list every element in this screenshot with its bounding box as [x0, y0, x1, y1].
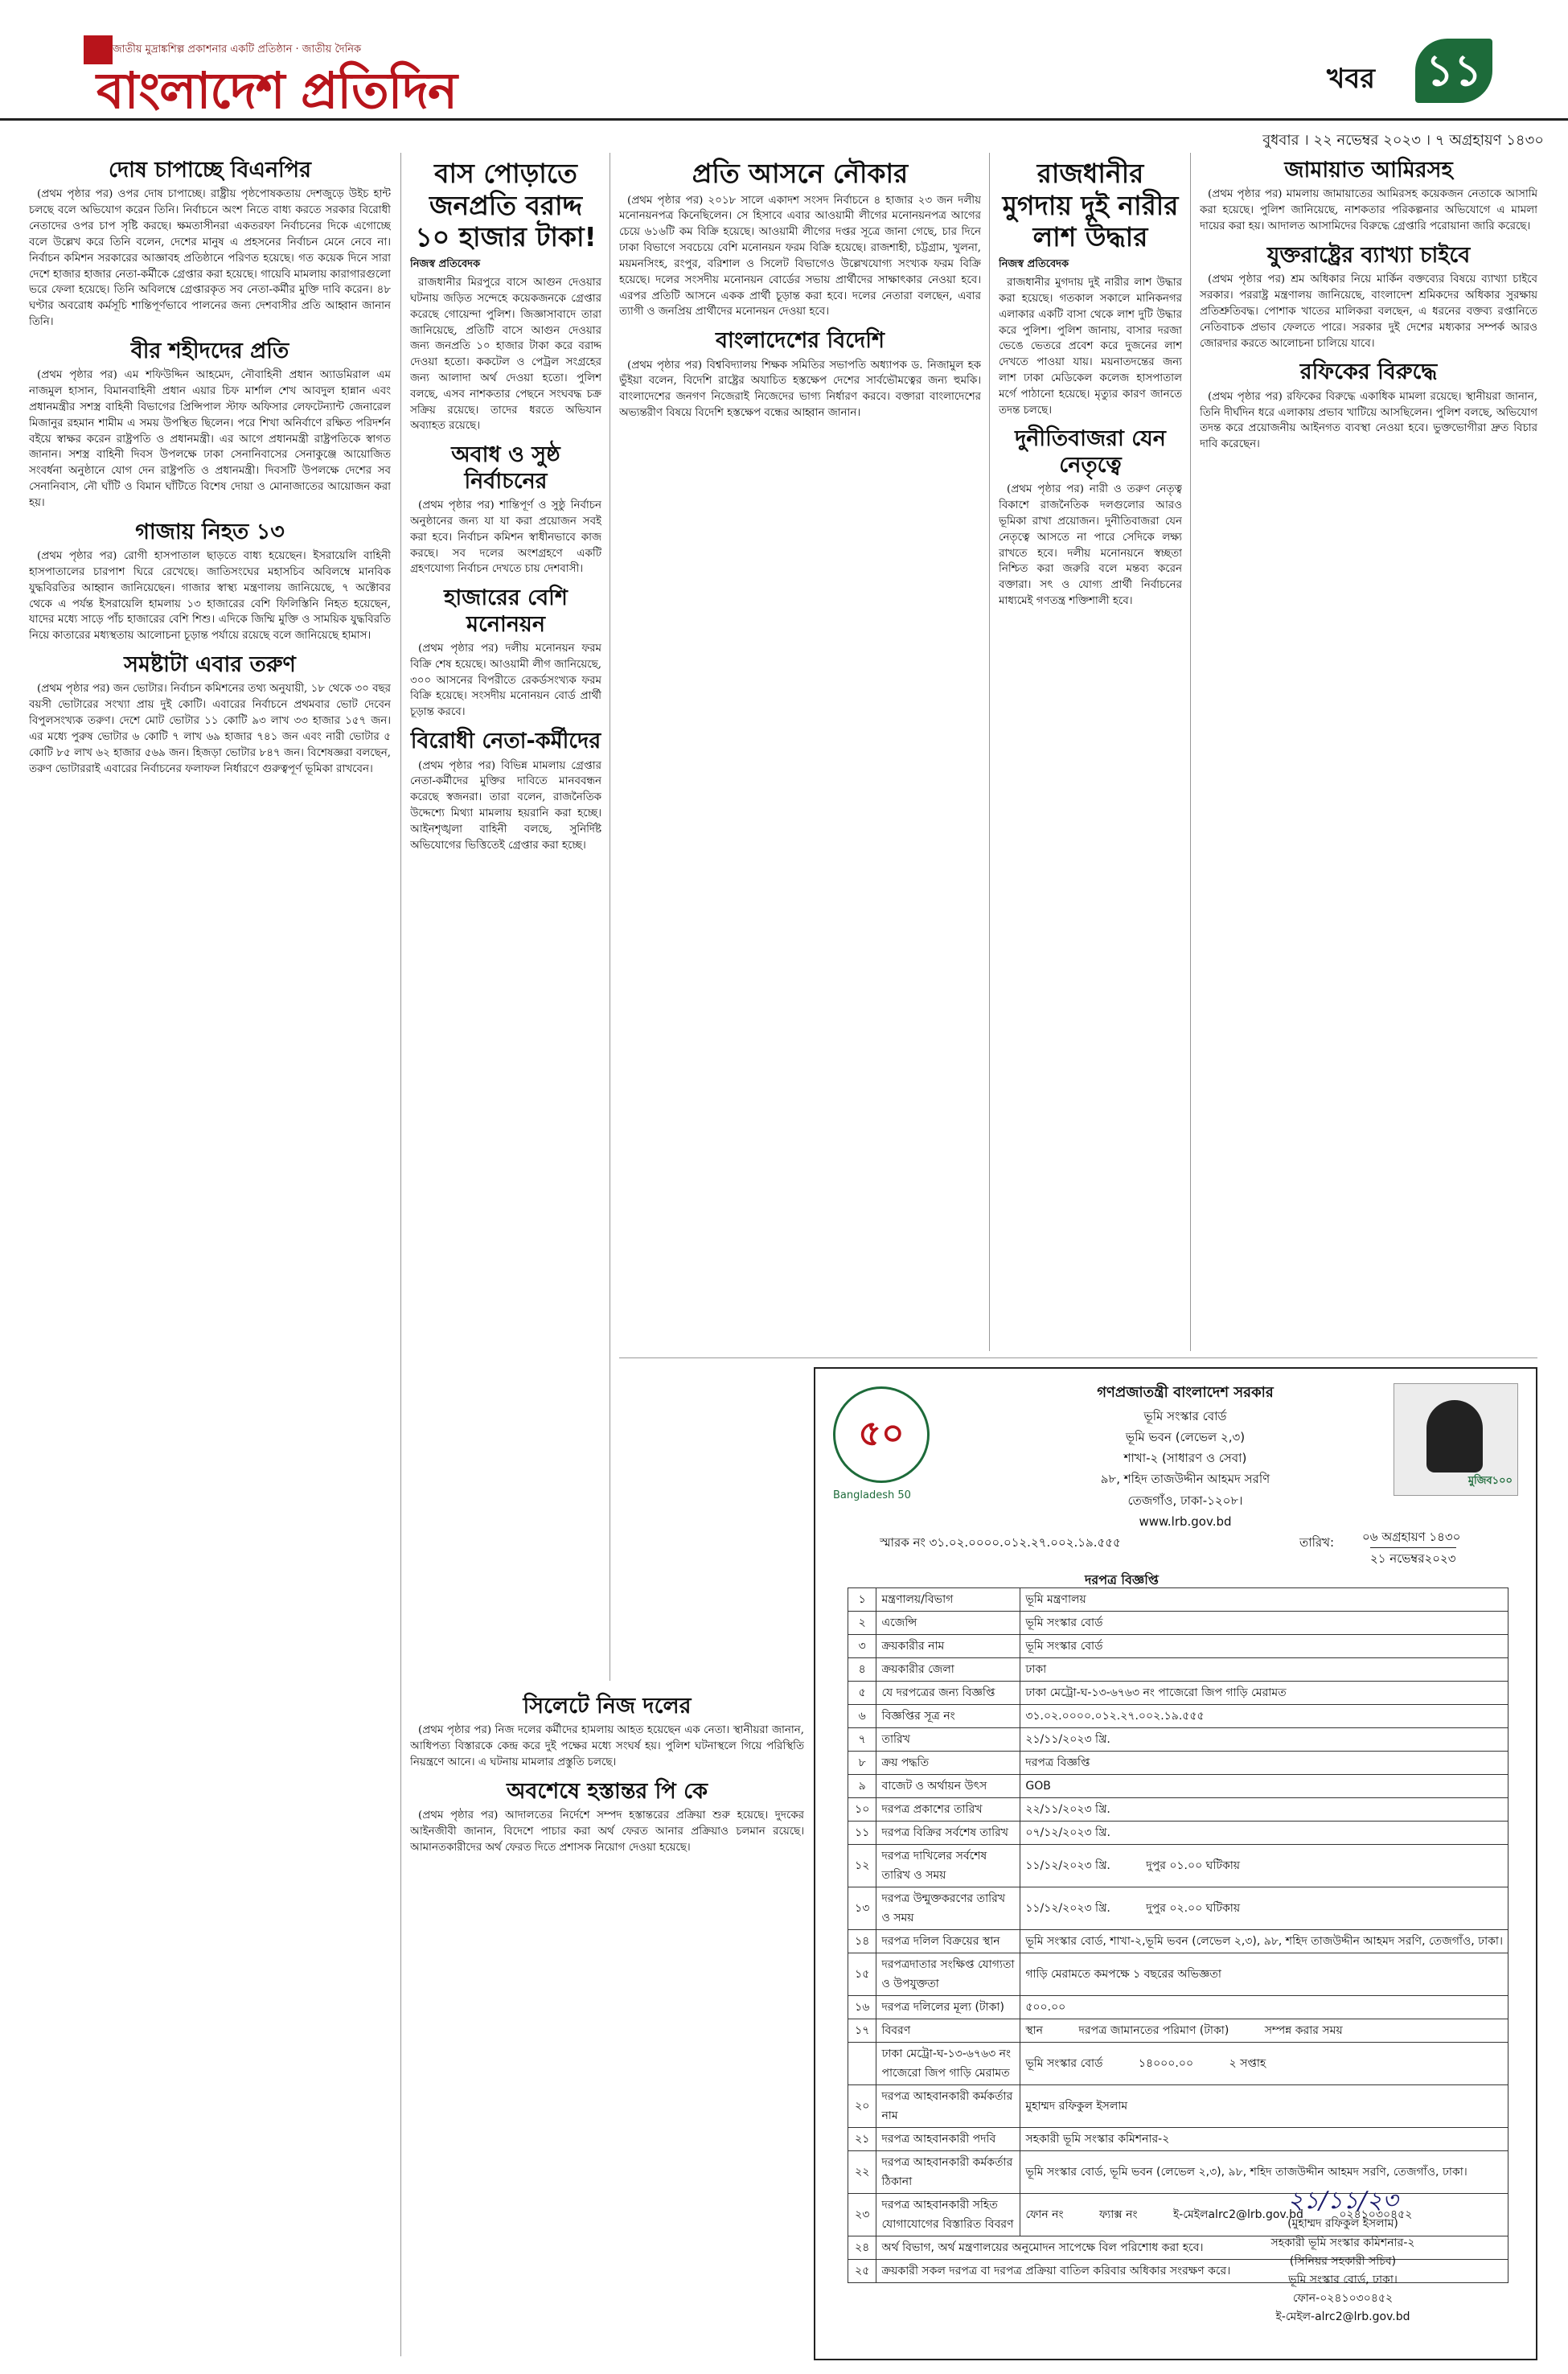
row-value: ৩১.০২.০০০০.০১২.২৭.০০২.১৯.৫৫৫	[1020, 1705, 1508, 1728]
row-value: ফোন নং ফ্যাক্স নং ই-মেইলalrc2@lrb.gov.bd ০২৪১০৩০৪৫২	[1020, 2194, 1508, 2236]
column-divider	[1190, 153, 1191, 1351]
table-row	[848, 2019, 1508, 2043]
row-label: দরপত্রদাতার সংক্ষিপ্ত যোগ্যতা ও উপযুক্ততা	[876, 1953, 1020, 1996]
row-number: ২২	[848, 2151, 876, 2194]
row-label: দরপত্র দলিল বিক্রয়ের স্থান	[876, 1930, 1020, 1953]
signer-email: ই-মেইল-alrc2@lrb.gov.bd	[1275, 2310, 1410, 2323]
row-number: ৮	[848, 1752, 876, 1775]
column-1	[29, 153, 391, 2356]
row-label: ঢাকা মেট্রো-ঘ-১৩-৬৭৬৩ নং পাজেরো জিপ গাড়ি মেরামত	[876, 2043, 1020, 2085]
article-headline: গাজায় নিহত ১৩	[135, 519, 285, 544]
row-number: ৩	[848, 1635, 876, 1658]
row-label: বাজেট ও অর্থায়ন উৎস	[876, 1775, 1020, 1798]
row-value: ভূমি সংস্কার বোর্ড, শাখা-২,ভূমি ভবন (লেভেল ২,৩), ৯৮, শহিদ তাজউদ্দীন আহমদ সরণি, তেজগাঁও, ঢাকা।	[1020, 1930, 1508, 1953]
portrait-tag: মুজিব১০০	[1467, 1475, 1513, 1487]
date-bangla: ০৬ অগ্রহায়ণ ১৪৩০	[1362, 1530, 1461, 1544]
org-name: ভূমি সংস্কার বোর্ড	[1143, 1408, 1227, 1423]
article-body: (প্রথম পৃষ্ঠার পর) এম শফিউদ্দিন আহমেদ, নৌবাহিনী প্রধান অ্যাডমিরাল এম নাজমুল হাসান, বিমানবাহিনী প্রধান এয়ার চিফ মার্শাল শেখ আবদুল হান্নান এবং প্রধানমন্ত্রীর সশস্ত্র বাহিনী বিভাগের প্রিন্সিপাল স্টাফ অফিসার লেফটেন্যান্ট জেনারেল মিজানুর রহমান শামীম এ সময় উপস্থিত ছিলেন। পরে শিখা অনির্বাণে রক্ষিত পরিদর্শন বইয়ে স্বাক্ষর করেন রাষ্ট্রপতি ও প্রধানমন্ত্রী। এর আগে প্রধানমন্ত্রী রাষ্ট্রপতিকে স্বাগত জানান। সশস্ত্র বাহিনী দিবস উপলক্ষে ঢাকা সেনানিবাসের সেনাকুঞ্জে আয়োজিত সংবর্ধনা অনুষ্ঠানে যোগ দেন রাষ্ট্রপতি ও প্রধানমন্ত্রী। দিবসটি উপলক্ষে দেশের সব সেনানিবাস, নৌ ঘাঁটি ও বিমান ঘাঁটিতে বিশেষ দোয়া ও মোনাজাতের আয়োজন করা হয়।	[29, 369, 391, 509]
row-value: মুহাম্মদ রফিকুল ইসলাম	[1020, 2085, 1508, 2128]
row-number: ২৫	[848, 2260, 876, 2283]
street: ৯৮, শহিদ তাজউদ্দীন আহমদ সরণি	[1100, 1472, 1270, 1487]
portrait-image	[1394, 1383, 1518, 1496]
article-body: (প্রথম পৃষ্ঠার পর) জন ভোটার। নির্বাচন কমিশনের তথ্য অনুযায়ী, ১৮ থেকে ৩০ বছর বয়সী ভোটারের সংখ্যা প্রায় দুই কোটি। এবারের নির্বাচনে প্রথমবার ভোট দেবেন বিপুলসংখ্যক তরুণ। দেশে মোট ভোটার ১১ কোটি ৯৩ লাখ ৩৩ হাজার ১৫৭ জন। এর মধ্যে পুরুষ ভোটার ৬ কোটি ৭ লাখ ৬৯ হাজার ৭৪১ জন এবং নারী ভোটার ৫ কোটি ৮৫ লাখ ৬২ হাজার ৫৬৯ জন। হিজড়া ভোটার ৮৪৭ জন। বিশেষজ্ঞরা বলছেন, তরুণ ভোটাররাই এবারের নির্বাচনের ফলাফল নির্ধারণে গুরুত্বপূর্ণ ভূমিকা রাখবেন।	[29, 683, 391, 775]
article-headline: অবাধ ও সুষ্ঠ নির্বাচনের	[451, 442, 560, 494]
article-body: (প্রথম পৃষ্ঠার পর) শ্রম অধিকার নিয়ে মার্কিন বক্তব্যের বিষয়ে ব্যাখ্যা চাইবে সরকার। পররাষ্ট্র মন্ত্রণালয় জানিয়েছে, বাংলাদেশ শ্রমিকদের অধিকার সুরক্ষায় প্রতিশ্রুতিবদ্ধ। পোশাক খাতের মালিকরা বলছেন, এ ধরনের বক্তব্য রপ্তানিতে নেতিবাচক প্রভাব ফেলতে পারে। সরকার দুই দেশের মধ্যকার সম্পর্ক আরও জোরদার করতে আলোচনা চালিয়ে যাবে।	[1200, 273, 1537, 350]
table-row	[848, 1845, 1508, 1887]
row-value: ১১/১২/২০২৩ খ্রি. দুপুর ০১.০০ ঘটিকায়	[1020, 1845, 1508, 1887]
date-gregorian: ২১ নভেম্বর২০২৩	[1370, 1547, 1456, 1570]
article-young-voters	[29, 652, 391, 777]
article-rafiq	[1200, 359, 1537, 453]
column-divider	[989, 153, 990, 1351]
portrait-icon	[1426, 1400, 1483, 1472]
row-label: দরপত্র আহবানকারী কর্মকর্তার নাম	[876, 2085, 1020, 2128]
branch: শাখা-২ (সাধারণ ও সেবা)	[1123, 1451, 1247, 1465]
table-row	[848, 1635, 1508, 1658]
table-row	[848, 1682, 1508, 1705]
notice-title: দরপত্র বিজ্ঞপ্তি	[1085, 1572, 1159, 1587]
row-number: ২৪	[848, 2236, 876, 2260]
table-row	[848, 1953, 1508, 1996]
row-number: ২০	[848, 2085, 876, 2128]
article-headline: রফিকের বিরুদ্ধে	[1299, 359, 1438, 385]
row-number: ১১	[848, 1822, 876, 1845]
tender-notice	[814, 1367, 1537, 2360]
row-label: দরপত্র আহবানকারী সহিত যোগাযোগের বিস্তারিত বিবরণ	[876, 2194, 1020, 2236]
table-row	[848, 1798, 1508, 1822]
article-bus-arson	[410, 158, 601, 434]
signature-mark: ২১/১১/২৩	[1287, 2187, 1398, 2216]
row-number: ১৩	[848, 1887, 876, 1930]
row-label: দরপত্র দাখিলের সর্বশেষ তারিখ ও সময়	[876, 1845, 1020, 1887]
article-headline: যুক্তরাষ্ট্রের ব্যাখ্যা চাইবে	[1266, 242, 1471, 268]
article-headline: জামায়াত আমিরসহ	[1284, 158, 1453, 183]
signer-org: ভূমি সংস্কার বোর্ড, ঢাকা।	[1288, 2273, 1398, 2286]
article-corruption	[999, 426, 1182, 609]
row-value: GOB	[1020, 1775, 1508, 1798]
memo-number: স্মারক নং ৩১.০২.০০০০.০১২.২৭.০০২.১৯.৫৫৫	[880, 1535, 1121, 1550]
row-label: ক্রয়কারীর জেলা	[876, 1658, 1020, 1682]
article-body: (প্রথম পৃষ্ঠার পর) দলীয় মনোনয়ন ফরম বিক্রি শেষ হয়েছে। আওয়ামী লীগ জানিয়েছে, ৩০০ আসনের বিপরীতে রেকর্ডসংখ্যক ফরম বিক্রি হয়েছে। সংসদীয় মনোনয়ন বোর্ড প্রার্থী চূড়ান্ত করবে।	[410, 643, 601, 719]
building: ভূমি ভবন (লেভেল ২,৩)	[1125, 1429, 1246, 1444]
row-value: ঢাকা	[1020, 1658, 1508, 1682]
article-body: রাজধানীর মুগদায় দুই নারীর লাশ উদ্ধার করা হয়েছে। গতকাল সকালে মানিকনগর এলাকার একটি বাসা থেকে লাশ দুটি উদ্ধার করে পুলিশ। পুলিশ জানায়, বাসার দরজা ভেঙে ভেতরে প্রবেশ করে দুজনের লাশ দেখতে পাওয়া যায়। ময়নাতদন্তের জন্য লাশ ঢাকা মেডিকেল কলেজ হাসপাতাল মর্গে পাঠানো হয়েছে। মৃত্যুর কারণ জানতে তদন্ত চলছে।	[999, 277, 1182, 417]
row-label: এজেন্সি	[876, 1612, 1020, 1635]
row-label: দরপত্র বিক্রির সর্বশেষ তারিখ	[876, 1822, 1020, 1845]
column-2-bottom	[410, 1689, 804, 2356]
article-nominations	[410, 585, 601, 721]
article-fair-election	[410, 442, 601, 577]
row-number: ৯	[848, 1775, 876, 1798]
table-row	[848, 1612, 1508, 1635]
row-number: ৬	[848, 1705, 876, 1728]
column-5	[999, 153, 1182, 1351]
row-number: ৭	[848, 1728, 876, 1752]
article-body: (প্রথম পৃষ্ঠার পর) ওপর দোষ চাপাচ্ছে। রাষ্ট্রীয় পৃষ্ঠপোষকতায় দেশজুড়ে উইচ হান্ট চলছে বলে অভিযোগ করেন তিনি। নির্বাচনে অংশ নিতে বাধ্য করতে সরকার বিরোধী নেতাদের ওপর চাপ সৃষ্টি করছে। ক্ষমতাসীনরা একতরফা নির্বাচনের দিকে এগোচ্ছে বলে উল্লেখ করে তিনি বলেন, দেশের মানুষ এ প্রহসনের নির্বাচন মেনে নেবে না। নির্বাচন কমিশন সরকারের আজ্ঞাবহ প্রতিষ্ঠানে পরিণত হয়েছে। গত কয়েক দিনে সারা দেশে হাজার হাজার নেতা-কর্মীকে গ্রেপ্তার করা হয়েছে। গায়েবি মামলায় কারাগারগুলো ভরে ফেলা হয়েছে। তিনি অবিলম্বে গ্রেপ্তারকৃত সব নেতা-কর্মীর মুক্তি দাবি করেন। ৪৮ ঘণ্টার অবরোধ কর্মসূচি শান্তিপূর্ণভাবে পালনের জন্য দেশবাসীর প্রতি আহ্বান জানান তিনি।	[29, 188, 391, 329]
article-body: রাজধানীর মিরপুরে বাসে আগুন দেওয়ার ঘটনায় জড়িত সন্দেহে কয়েকজনকে গ্রেপ্তার করেছে গোয়েন্দা পুলিশ। জিজ্ঞাসাবাদে তারা জানিয়েছে, প্রতিটি বাসে আগুন দেওয়ার জন্য জনপ্রতি ১০ হাজার টাকা করে বরাদ্দ দেওয়া হতো। ককটেল ও পেট্রল সংগ্রহের জন্য আলাদা অর্থ দেওয়া হতো। পুলিশ বলছে, এসব নাশকতার পেছনে সংঘবদ্ধ চক্র সক্রিয় রয়েছে। তাদের ধরতে অভিযান অব্যাহত রয়েছে।	[410, 277, 601, 433]
row-number: ৪	[848, 1658, 876, 1682]
signer-title: সহকারী ভূমি সংস্কার কমিশনার-২	[1270, 2236, 1415, 2249]
dateline: বুধবার । ২২ নভেম্বর ২০২৩ । ৭ অগ্রহায়ণ ১৪৩০	[1262, 132, 1544, 149]
article-body: (প্রথম পৃষ্ঠার পর) নিজ দলের কর্মীদের হামলায় আহত হয়েছেন এক নেতা। স্থানীয়রা জানান, আধিপত্য বিস্তারকে কেন্দ্র করে দুই পক্ষের মধ্যে সংঘর্ষ হয়। পুলিশ ঘটনাস্থলে গিয়ে পরিস্থিতি নিয়ন্ত্রণে আনে। এ ঘটনায় মামলার প্রস্তুতি চলছে।	[410, 1724, 804, 1769]
page-number: ১১	[1415, 39, 1492, 103]
row-number: ১৫	[848, 1953, 876, 1996]
table-row	[848, 2043, 1508, 2085]
signer-name: (মুহাম্মদ রফিকুল ইসলাম)	[1287, 2217, 1398, 2231]
article-headline: বাস পোড়াতে জনপ্রতি বরাদ্দ ১০ হাজার টাকা!	[415, 158, 597, 253]
article-headline: রাজধানীর মুগদায় দুই নারীর লাশ উদ্ধার	[1002, 158, 1179, 253]
signer-title-2: (সিনিয়র সহকারী সচিব)	[1289, 2254, 1397, 2268]
row-label: বিবরণ	[876, 2019, 1020, 2043]
article-sylhet	[410, 1694, 804, 1771]
row-label: যে দরপত্রের জন্য বিজ্ঞপ্তি	[876, 1682, 1020, 1705]
article-headline: দুনীতিবাজরা যেন নেতৃত্বে	[1015, 426, 1166, 478]
row-value: ১১/১২/২০২৩ খ্রি. দুপুর ০২.০০ ঘটিকায়	[1020, 1887, 1508, 1930]
row-label: দরপত্র আহবানকারী কর্মকর্তার ঠিকানা	[876, 2151, 1020, 2194]
section-label: খবর	[1327, 63, 1375, 95]
row-label: ক্রয় পদ্ধতি	[876, 1752, 1020, 1775]
article-headline: বিরোধী নেতা-কর্মীদের	[410, 729, 601, 754]
bangladesh-50-logo-icon	[833, 1386, 930, 1483]
row-number: ২৩	[848, 2194, 876, 2236]
table-row	[848, 1658, 1508, 1682]
article-byline: নিজস্ব প্রতিবেদক	[410, 257, 481, 270]
table-row	[848, 1930, 1508, 1953]
row-label: ক্রয়কারীর নাম	[876, 1635, 1020, 1658]
article-mugda	[999, 158, 1182, 418]
article-body: (প্রথম পৃষ্ঠার পর) নারী ও তরুণ নেতৃত্ব বিকাশে রাজনৈতিক দলগুলোর আরও ভূমিকা রাখা প্রয়োজন। দুনীতিবাজরা যেন নেতৃত্বে আসতে না পারে সেদিকে লক্ষ্য রাখতে হবে। দলীয় মনোনয়নে স্বচ্ছতা নিশ্চিত করা জরুরি বলে মন্তব্য করেন বক্তারা। সৎ ও যোগ্য প্রার্থী নির্বাচনের মাধ্যমেই গণতন্ত্র শক্তিশালী হবে।	[999, 483, 1182, 608]
row-number: ১২	[848, 1845, 876, 1887]
article-jamaat	[1200, 158, 1537, 235]
row-value: স্থান দরপত্র জামানতের পরিমাণ (টাকা) সম্পন্ন করার সময়	[1020, 2019, 1508, 2043]
row-label: দরপত্র উন্মুক্তকরণের তারিখ ও সময়	[876, 1887, 1020, 1930]
table-row	[848, 1728, 1508, 1752]
row-value: ২২/১১/২০২৩ খ্রি.	[1020, 1798, 1508, 1822]
article-body: (প্রথম পৃষ্ঠার পর) রফিকের বিরুদ্ধে একাধিক মামলা রয়েছে। স্থানীয়রা জানান, তিনি দীর্ঘদিন ধরে এলাকায় প্রভাব খাটিয়ে আসছিলেন। পুলিশ বলছে, অভিযোগ তদন্ত করে প্রয়োজনীয় আইনগত ব্যবস্থা নেওয়া হবে। ভুক্তভোগীরা দ্রুত বিচার দাবি করেছেন।	[1200, 390, 1537, 451]
article-body: (প্রথম পৃষ্ঠার পর) রোগী হাসপাতাল ছাড়তে বাধ্য হয়েছেন। ইসরায়েলি বাহিনী হাসপাতালের চারপাশ ঘিরে রেখেছে। জাতিসংঘের মহাসচিব অবিলম্বে মানবিক যুদ্ধবিরতির আহ্বান জানিয়েছেন। গাজার স্বাস্থ্য মন্ত্রণালয় জানিয়েছে, ৭ অক্টোবর থেকে এ পর্যন্ত ইসরায়েলি হামলায় ১৩ হাজারের বেশি ফিলিস্তিনি নিহত হয়েছেন, যাদের মধ্যে সাড়ে পাঁচ হাজারের বেশি শিশু। এদিকে জিম্মি মুক্তি ও সাময়িক যুদ্ধবিরতি নিয়ে কাতারের মধ্যস্থতায় আলোচনা চূড়ান্ত পর্যায়ে রয়েছে বলে জানিয়েছে হামাস।	[29, 550, 391, 643]
article-pk-handover	[410, 1779, 804, 1856]
row-label: ক্রয়কারী সকল দরপত্র বা দরপত্র প্রক্রিয়া বাতিল করিবার অধিকার সংরক্ষণ করে।	[876, 2260, 1508, 2283]
tender-table	[848, 1587, 1508, 2283]
column-6	[1200, 153, 1537, 1351]
article-martyrs	[29, 339, 391, 511]
row-value: ভূমি মন্ত্রণালয়	[1020, 1588, 1508, 1612]
row-label: মন্ত্রণালয়/বিভাগ	[876, 1588, 1020, 1612]
notice-header	[1000, 1380, 1370, 1532]
table-row	[848, 1775, 1508, 1798]
article-opposition	[410, 729, 601, 853]
column-2	[410, 153, 601, 1681]
row-value: গাড়ি মেরামতে কমপক্ষে ১ বছরের অভিজ্ঞতা	[1020, 1953, 1508, 1996]
row-number: ১৭	[848, 2019, 876, 2043]
row-label: তারিখ	[876, 1728, 1020, 1752]
city: তেজগাঁও, ঢাকা-১২০৮।	[1127, 1493, 1243, 1508]
row-number: ১০	[848, 1798, 876, 1822]
article-headline: হাজারের বেশি মনোনয়ন	[444, 585, 568, 637]
row-label: বিজ্ঞপ্তির সূত্র নং	[876, 1705, 1020, 1728]
article-headline: বীর শহীদদের প্রতি	[130, 338, 289, 363]
row-value: ৫০০.০০	[1020, 1996, 1508, 2019]
row-label: অর্থ বিভাগ, অর্থ মন্ত্রণালয়ের অনুমোদন সাপেক্ষে বিল পরিশোধ করা হবে।	[876, 2236, 1508, 2260]
row-value: ভূমি সংস্কার বোর্ড	[1020, 1635, 1508, 1658]
row-value: ভূমি সংস্কার বোর্ড, ভূমি ভবন (লেভেল ২,৩), ৯৮, শহিদ তাজউদ্দীন আহমদ সরণি, তেজগাঁও, ঢাকা।	[1020, 2151, 1508, 2194]
row-label: দরপত্র আহবানকারী পদবি	[876, 2128, 1020, 2151]
article-foreign	[619, 328, 981, 421]
column-3-4	[619, 153, 981, 1351]
article-gaza	[29, 520, 391, 644]
row-number: ২	[848, 1612, 876, 1635]
row-number: ১৬	[848, 1996, 876, 2019]
article-body: (প্রথম পৃষ্ঠার পর) মামলায় জামায়াতের আমিরসহ কয়েকজন নেতাকে আসামি করা হয়েছে। পুলিশ জানিয়েছে, নাশকতার পরিকল্পনার অভিযোগে এ মামলা দায়ের করা হয়। আদালত আসামিদের বিরুদ্ধে গ্রেপ্তারি পরোয়ানা জারি করেছে।	[1200, 188, 1537, 233]
article-boat-symbol	[619, 158, 981, 320]
row-number	[848, 2043, 876, 2085]
table-row	[848, 1588, 1508, 1612]
table-row	[848, 2085, 1508, 2128]
table-row	[848, 1887, 1508, 1930]
table-row	[848, 2128, 1508, 2151]
row-number: ২১	[848, 2128, 876, 2151]
row-value: দরপত্র বিজ্ঞপ্তি	[1020, 1752, 1508, 1775]
article-bnp	[29, 158, 391, 331]
article-body: (প্রথম পৃষ্ঠার পর) বিভিন্ন মামলায় গ্রেপ্তার নেতা-কর্মীদের মুক্তির দাবিতে মানববন্ধন করেছে স্বজনরা। তারা বলেন, রাজনৈতিক উদ্দেশ্যে মিথ্যা মামলায় হয়রানি করা হচ্ছে। আইনশৃঙ্খলা বাহিনী বলছে, সুনির্দিষ্ট অভিযোগের ভিত্তিতেই গ্রেপ্তার করা হচ্ছে।	[410, 759, 601, 852]
tagline: জাতীয় মুদ্রাঙ্কশিল্প প্রকাশনার একটি প্রতিষ্ঠান · জাতীয় দৈনিক	[113, 43, 362, 55]
row-value: ভূমি সংস্কার বোর্ড	[1020, 1612, 1508, 1635]
row-number: ১	[848, 1588, 876, 1612]
row-number: ১৪	[848, 1930, 876, 1953]
article-headline: বাংলাদেশের বিদেশি	[715, 328, 885, 354]
row-value: ভূমি সংস্কার বোর্ড ১৪০০০.০০ ২ সপ্তাহ	[1020, 2043, 1508, 2085]
date-label: তারিখ:	[1299, 1535, 1335, 1550]
row-value: সহকারী ভূমি সংস্কার কমিশনার-২	[1020, 2128, 1508, 2151]
signer-phone: ফোন-০২৪১০৩০৪৫২	[1292, 2291, 1394, 2305]
row-label: দরপত্র প্রকাশের তারিখ	[876, 1798, 1020, 1822]
article-headline: সমষ্টাটা এবার তরুণ	[124, 652, 296, 678]
table-row	[848, 1822, 1508, 1845]
row-number: ৫	[848, 1682, 876, 1705]
article-headline: প্রতি আসনে নৌকার	[692, 158, 909, 189]
article-headline: সিলেটে নিজ দলের	[523, 1694, 692, 1719]
website-link[interactable]: www.lrb.gov.bd	[1139, 1514, 1232, 1529]
article-byline: নিজস্ব প্রতিবেদক	[999, 257, 1069, 270]
table-row	[848, 1996, 1508, 2019]
row-value: ঢাকা মেট্রো-ঘ-১৩-৬৭৬৩ নং পাজেরো জিপ গাড়ি মেরামত	[1020, 1682, 1508, 1705]
masthead	[0, 0, 1568, 121]
table-row	[848, 1752, 1508, 1775]
signature-block	[1198, 2181, 1488, 2327]
article-us-explanation	[1200, 243, 1537, 352]
article-body: (প্রথম পৃষ্ঠার পর) শান্তিপূর্ণ ও সুষ্ঠু নির্বাচন অনুষ্ঠানের জন্য যা যা করা প্রয়োজন সবই করা হবে। নির্বাচন কমিশন স্বাধীনভাবে কাজ করছে। সব দলের অংশগ্রহণে একটি গ্রহণযোগ্য নির্বাচন দেখতে চায় দেশবাসী।	[410, 499, 601, 576]
table-row	[848, 1705, 1508, 1728]
newspaper-logo: বাংলাদেশ প্রতিদিন	[96, 61, 457, 120]
row-value: ২১/১১/২০২৩ খ্রি.	[1020, 1728, 1508, 1752]
logo-caption: Bangladesh 50	[833, 1489, 911, 1501]
article-body: (প্রথম পৃষ্ঠার পর) ২০১৮ সালে একাদশ সংসদ নির্বাচনে ৪ হাজার ২৩ জন দলীয় মনোনয়নপত্র কিনেছিলেন। সে হিসাবে এবার আওয়ামী লীগের মনোনয়নপত্র আগের চেয়ে ৬১৬টি কম বিক্রি হয়েছে। আওয়ামী লীগের দপ্তর সূত্রে জানা গেছে, চার দিনে ঢাকা বিভাগে সবচেয়ে বেশি মনোনয়ন ফরম বিক্রি হয়েছে। রাজশাহী, চট্টগ্রাম, খুলনা, ময়মনসিংহ, রংপুর, বরিশাল ও সিলেট বিভাগেও উল্লেখযোগ্য সংখ্যক ফরম বিক্রি হয়েছে। দলের সংসদীয় মনোনয়ন বোর্ডের সভায় প্রার্থীদের সাক্ষাৎকার নেওয়া হবে। এরপর প্রতিটি আসনে একক প্রার্থী চূড়ান্ত করা হবে। দলের নেতারা বলছেন, এবার ত্যাগী ও জনপ্রিয় প্রার্থীদের মনোনয়ন দেওয়া হবে।	[619, 194, 981, 318]
article-body: (প্রথম পৃষ্ঠার পর) বিশ্ববিদ্যালয় শিক্ষক সমিতির সভাপতি অধ্যাপক ড. নিজামুল হক ভুঁইয়া বলেন, বিদেশি রাষ্ট্রের অযাচিত হস্তক্ষেপ দেশের সার্বভৌমত্বের জন্য হুমকি। বাংলাদেশের জনগণ নিজেরাই নিজেদের ভাগ্য নির্ধারণ করবে। বক্তারা বাংলাদেশের অভ্যন্তরীণ বিষয়ে বিদেশি হস্তক্ষেপ বন্ধের আহ্বান জানান।	[619, 359, 981, 420]
row-value: ০৭/১২/২০২৩ খ্রি.	[1020, 1822, 1508, 1845]
section-divider	[619, 1357, 1537, 1358]
govt-name: গণপ্রজাতন্ত্রী বাংলাদেশ সরকার	[1097, 1384, 1274, 1401]
logo-50-text: ৫০	[858, 1413, 905, 1454]
row-label: দরপত্র দলিলের মূল্য (টাকা)	[876, 1996, 1020, 2019]
article-headline: অবশেষে হস্তান্তর পি কে	[507, 1778, 708, 1804]
article-body: (প্রথম পৃষ্ঠার পর) আদালতের নির্দেশে সম্পদ হস্তান্তরের প্রক্রিয়া শুরু হয়েছে। দুদকের আইনজীবী জানান, বিদেশে পাচার করা অর্থ ফেরত আনার প্রক্রিয়াও চলমান রয়েছে। আমানতকারীদের অর্থ ফেরত দিতে প্রশাসক নিয়োগ দেওয়া হয়েছে।	[410, 1809, 804, 1854]
article-headline: দোষ চাপাচ্ছে বিএনপির	[109, 158, 311, 183]
column-divider	[400, 153, 401, 2356]
